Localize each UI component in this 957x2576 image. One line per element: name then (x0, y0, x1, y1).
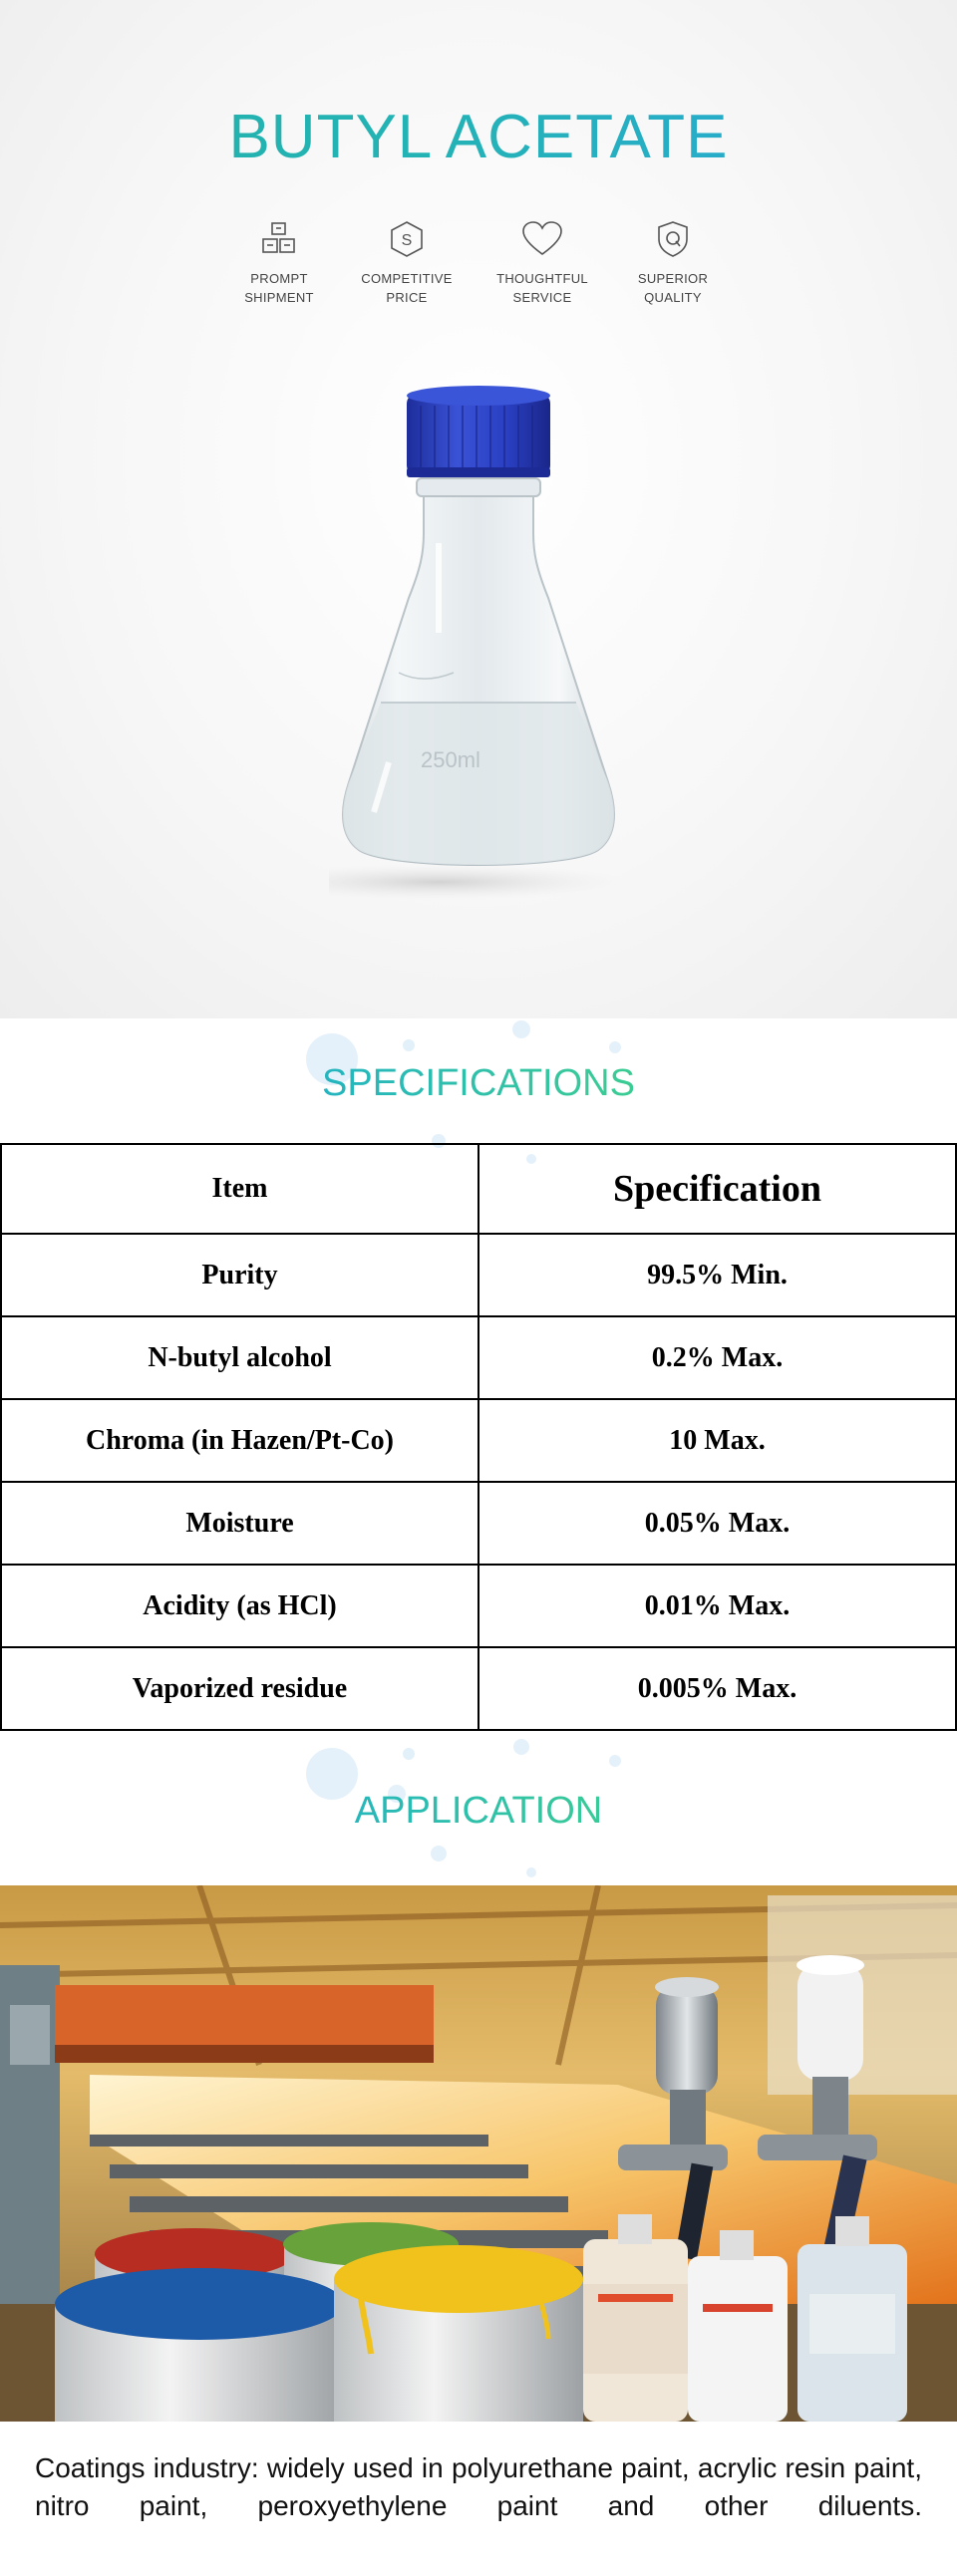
quality-q-icon (653, 219, 693, 259)
spec-item: Purity (1, 1234, 478, 1316)
table-header-row (1, 1144, 956, 1234)
spec-item: Vaporized residue (1, 1647, 478, 1730)
application-description: Coatings industry: widely used in polyurethane paint, acrylic resin paint, nitro paint, peroxyethylene paint and other diluents. (35, 2452, 922, 2521)
heart-icon (520, 219, 564, 259)
table-row (1, 1482, 956, 1565)
table-row (1, 1647, 956, 1730)
flask-illustration (329, 384, 628, 902)
spec-value: 10 Max. (478, 1399, 956, 1482)
table-row (1, 1399, 956, 1482)
coating-factory-illustration (0, 1885, 957, 2422)
feature-label: SUPERIOR QUALITY (637, 271, 709, 305)
feature-label: COMPETITIVE PRICE (361, 271, 453, 305)
price-s-icon (387, 219, 427, 259)
feature-competitive-price (347, 219, 467, 307)
table-row (1, 1234, 956, 1316)
table-row (1, 1316, 956, 1399)
boxes-icon (259, 219, 299, 259)
feature-label: THOUGHTFUL SERVICE (496, 271, 588, 305)
column-header-item: Item (1, 1144, 478, 1234)
spec-item: Acidity (as HCl) (1, 1565, 478, 1647)
feature-thoughtful-service (482, 219, 602, 307)
spec-value: 99.5% Min. (478, 1234, 956, 1316)
spec-item: N-butyl alcohol (1, 1316, 478, 1399)
spec-value: 0.005% Max. (478, 1647, 956, 1730)
table-row (1, 1565, 956, 1647)
spec-item: Moisture (1, 1482, 478, 1565)
feature-label: PROMPT SHIPMENT (244, 271, 314, 305)
flask-volume-label: 250ml (421, 747, 480, 772)
column-header-specification: Specification (478, 1144, 956, 1234)
spec-item: Chroma (in Hazen/Pt-Co) (1, 1399, 478, 1482)
spec-value: 0.01% Max. (478, 1565, 956, 1647)
svg-text:S: S (401, 232, 413, 249)
application-photo (0, 1885, 957, 2422)
product-title: BUTYL ACETATE (0, 98, 957, 177)
hero-banner (0, 0, 957, 1018)
feature-prompt-shipment (219, 219, 339, 307)
specifications-table (0, 1143, 957, 1731)
application-heading: APPLICATION (0, 1786, 957, 1836)
spec-value: 0.2% Max. (478, 1316, 956, 1399)
specifications-heading: SPECIFICATIONS (0, 1058, 957, 1108)
feature-superior-quality (613, 219, 733, 307)
spec-value: 0.05% Max. (478, 1482, 956, 1565)
